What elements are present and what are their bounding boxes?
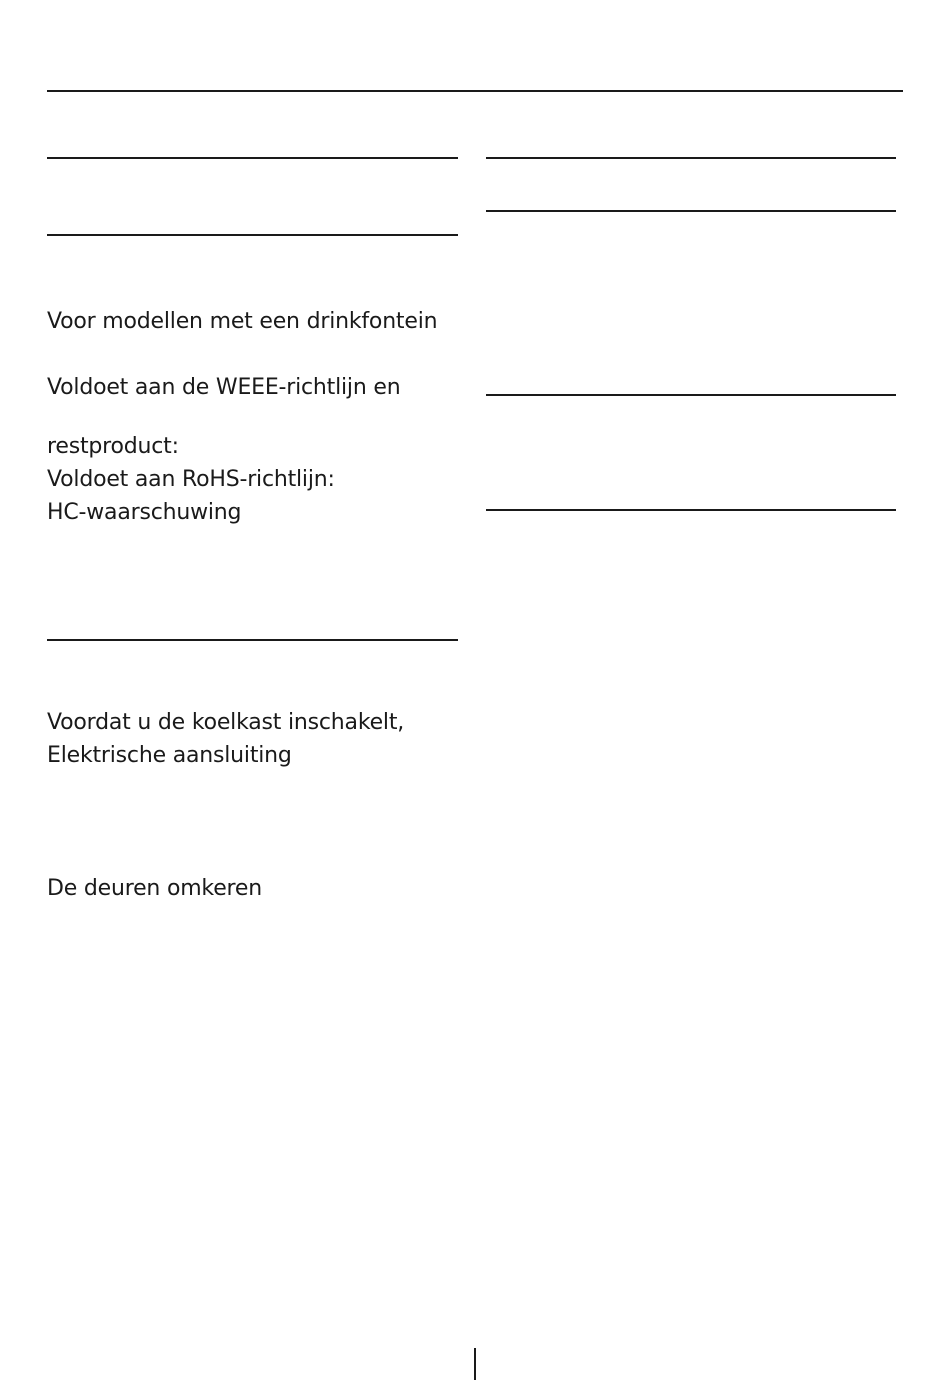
left-rule-2	[47, 234, 458, 236]
right-rule-2	[486, 210, 896, 212]
weee-heading-line1: Voldoet aan de WEEE-richtlijn en	[47, 375, 401, 400]
right-rule-3	[486, 394, 896, 396]
hc-warning-heading: HC-waarschuwing	[47, 500, 242, 525]
electrical-connection-heading: Elektrische aansluiting	[47, 743, 292, 768]
left-rule-1	[47, 157, 458, 159]
before-switch-on-heading: Voordat u de koelkast inschakelt,	[47, 710, 405, 735]
right-rule-1	[486, 157, 896, 159]
top-rule	[47, 90, 903, 92]
reverse-doors-heading: De deuren omkeren	[47, 876, 262, 901]
right-rule-4	[486, 509, 896, 511]
drink-fountain-heading: Voor modellen met een drinkfontein	[47, 309, 438, 334]
page-number-divider	[474, 1348, 476, 1380]
rohs-heading: Voldoet aan RoHS-richtlijn:	[47, 467, 335, 492]
weee-heading-line2: restproduct:	[47, 434, 179, 459]
left-rule-3	[47, 639, 458, 641]
